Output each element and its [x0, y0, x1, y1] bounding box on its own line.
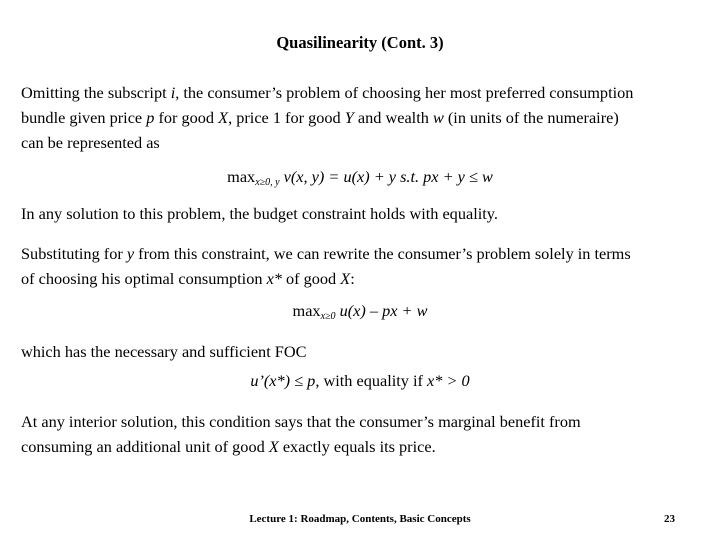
utility-max-equation: $\max_{x\ge 0, y} v(x$, y) = u(x) + y s.t. px + y ≤ w [227, 167, 493, 188]
budget-constraint-paragraph: In any solution to this problem, the budget constraint holds with equality. [21, 204, 498, 223]
substitution-line-2: of choosing his optimal consumption x* of good X: [21, 269, 355, 288]
substitution-paragraph [21, 241, 703, 291]
foc-intro-paragraph: which has the necessary and sufficient FOC [21, 342, 307, 361]
interpretation-paragraph [21, 409, 703, 459]
intro-line-2: bundle given price p for good X, price 1 for good Y and wealth w (in units of the numeraire) [21, 108, 619, 127]
page-number: 23 [664, 513, 675, 525]
intro-line-3: can be represented as [21, 133, 160, 152]
footer-lecture-title: Lecture 1: Roadmap, Contents, Basic Concepts [249, 513, 471, 525]
interpretation-line-2: consuming an additional unit of good X exactly equals its price. [21, 437, 436, 456]
interpretation-line-1: At any interior solution, this condition says that the consumer’s marginal benefit from [21, 412, 581, 431]
slide-title: Quasilinearity (Cont. 3) [276, 33, 444, 52]
substitution-line-1: Substituting for y from this constraint, we can rewrite the consumer’s problem solely in terms [21, 244, 631, 263]
reduced-max-equation: $\max_{x\ge 0} u(x)$ – px + w [292, 301, 428, 322]
foc-equation: u’(x*) ≤ p, with equality if x* > 0 [250, 371, 470, 390]
intro-line-1: Omitting the subscript i, the consumer’s problem of choosing her most preferred consumption [21, 83, 634, 102]
intro-paragraph [21, 80, 703, 155]
